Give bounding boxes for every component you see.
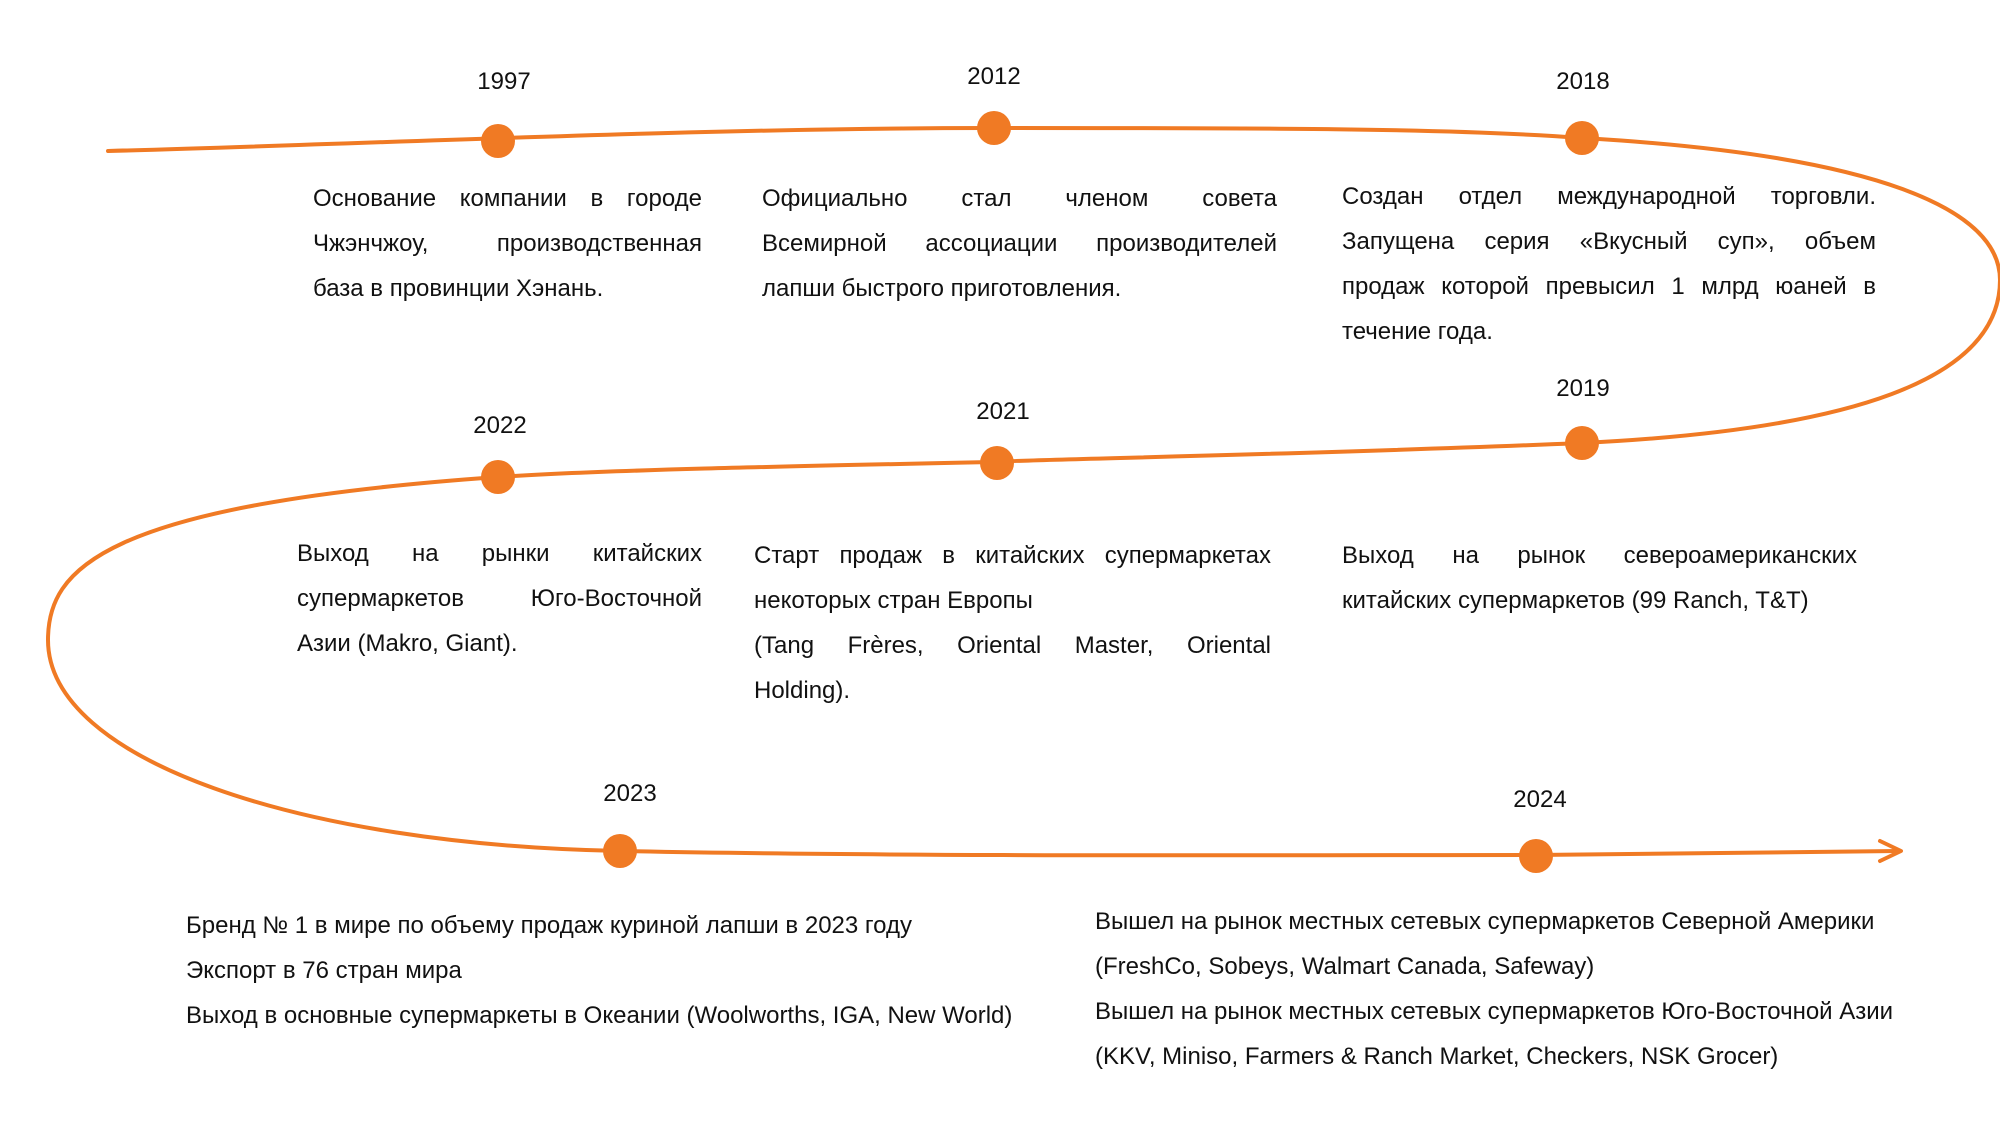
description-line: течение года.: [1342, 318, 1493, 345]
event-description-2021: [754, 533, 1271, 713]
event-description-2018: [1342, 174, 1876, 354]
description-line: Вышел на рынок местных сетевых супермаркетов Юго-Восточной Азии: [1095, 998, 1894, 1025]
event-description-2024: [1095, 899, 1975, 1079]
description-line: Чжэнчжоу, производственная: [313, 230, 702, 257]
description-line: лапши быстрого приготовления.: [762, 275, 1122, 302]
description-line: Вышел на рынок местных сетевых супермаркетов Северной Америки: [1095, 908, 1875, 935]
description-line: Основание компании в городе: [313, 185, 702, 212]
year-label-2019: 2019: [1556, 375, 1610, 402]
year-label-2012: 2012: [967, 63, 1021, 90]
year-label-2022: 2022: [473, 412, 527, 439]
description-line: некоторых стран Европы: [754, 587, 1033, 614]
event-description-2023: [186, 903, 1066, 1038]
description-line: Выход на рынок североамериканских: [1342, 542, 1857, 569]
event-description-1997: [313, 176, 702, 311]
description-line: Бренд № 1 в мире по объему продаж куриной лапши в 2023 году: [186, 912, 912, 939]
description-line: (FreshCo, Sobeys, Walmart Canada, Safeway): [1095, 953, 1595, 980]
description-line: Выход на рынки китайских: [297, 540, 702, 567]
milestone-dot-2019: [1565, 426, 1599, 460]
description-line: Официально стал членом совета: [762, 185, 1277, 212]
year-label-2021: 2021: [976, 398, 1030, 425]
description-line: (KKV, Miniso, Farmers & Ranch Market, Checkers, NSK Grocer): [1095, 1043, 1779, 1070]
year-label-1997: 1997: [477, 68, 531, 95]
milestone-dot-2021: [980, 446, 1014, 480]
description-line: китайских супермаркетов (99 Ranch, T&T): [1342, 587, 1809, 614]
description-line: Всемирной ассоциации производителей: [762, 230, 1277, 257]
milestone-dot-2024: [1519, 839, 1553, 873]
description-line: супермаркетов Юго-Восточной: [297, 585, 702, 612]
description-line: Запущена серия «Вкусный суп», объем: [1342, 228, 1876, 255]
milestone-dot-1997: [481, 124, 515, 158]
description-line: Выход в основные супермаркеты в Океании (Woolworths, IGA, New World): [186, 1002, 1013, 1029]
description-line: Создан отдел международной торговли.: [1342, 183, 1876, 210]
milestone-dot-2023: [603, 834, 637, 868]
description-line: Старт продаж в китайских супермаркетах: [754, 542, 1271, 569]
event-description-2012: [762, 176, 1277, 311]
description-line: Экспорт в 76 стран мира: [186, 957, 462, 984]
description-line: Азии (Makro, Giant).: [297, 630, 518, 657]
description-line: (Tang Frères, Oriental Master, Oriental: [754, 632, 1271, 659]
year-label-2018: 2018: [1556, 68, 1610, 95]
year-label-2023: 2023: [603, 780, 657, 807]
description-line: Holding).: [754, 677, 851, 704]
milestone-dot-2018: [1565, 121, 1599, 155]
description-line: продаж которой превысил 1 млрд юаней в: [1342, 273, 1876, 300]
event-description-2022: [297, 531, 702, 666]
description-line: база в провинции Хэнань.: [313, 275, 604, 302]
event-description-2019: [1342, 533, 1857, 623]
year-label-2024: 2024: [1513, 786, 1567, 813]
milestone-dot-2012: [977, 111, 1011, 145]
milestone-dot-2022: [481, 460, 515, 494]
